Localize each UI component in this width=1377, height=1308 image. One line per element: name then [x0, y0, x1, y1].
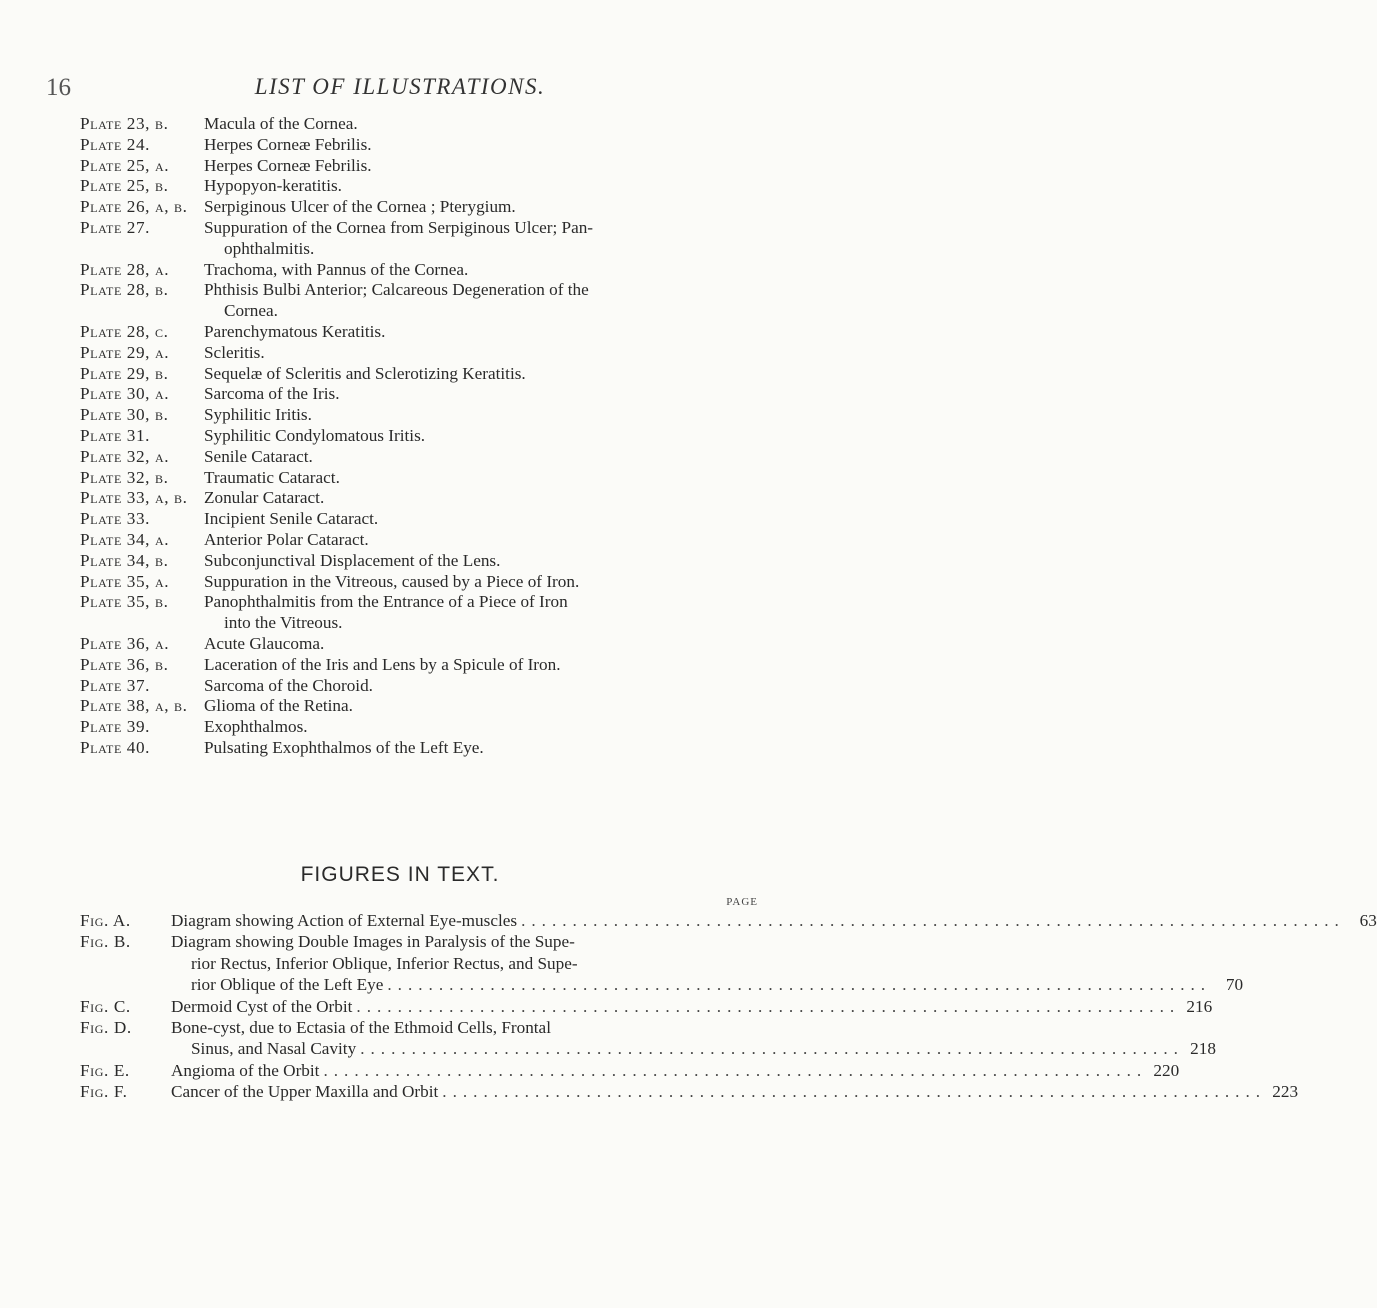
plate-description-line: Syphilitic Condylomatous Iritis. [204, 425, 426, 445]
plate-label: Plate 25, a. [80, 155, 170, 175]
plate-entry [0, 405, 800, 426]
plate-entry [0, 655, 800, 676]
plate-label: Plate 40. [80, 737, 151, 757]
figure-label: Fig. E. [80, 1060, 130, 1080]
plate-description-line: Laceration of the Iris and Lens by a Spicule of Iron. [204, 654, 561, 674]
plate-label: Plate 36, b. [80, 654, 169, 674]
plate-description [204, 655, 764, 676]
plate-description-line: Serpiginous Ulcer of the Cornea ; Pterygium. [204, 197, 516, 217]
plate-description-line: Acute Glaucoma. [204, 633, 325, 653]
plate-label: Plate 32, a. [80, 446, 170, 466]
figure-title-text: rior Rectus, Inferior Oblique, Inferior Rectus, and Supe- [191, 953, 578, 973]
figure-title-line [80, 1038, 1216, 1059]
plate-description-line: ophthalmitis. [224, 238, 315, 258]
plate-label: Plate 29, b. [80, 363, 169, 383]
plate-description [204, 405, 764, 426]
plate-label: Plate 24. [80, 134, 151, 154]
plate-description [204, 197, 764, 218]
figure-entry [80, 1081, 1299, 1102]
figure-first-line [80, 910, 1377, 931]
plate-label: Plate 33, a, b. [80, 488, 188, 508]
plate-description-line: Sarcoma of the Choroid. [204, 675, 373, 695]
figure-label: Fig. C. [80, 996, 131, 1016]
figure-first-line [80, 996, 1213, 1017]
plate-entry [0, 176, 800, 197]
figure-first-line [80, 1017, 764, 1038]
plate-description-line: Panophthalmitis from the Entrance of a Piece of Iron [204, 592, 568, 612]
plate-label: Plate 32, b. [80, 467, 169, 487]
figure-page-number: 218 [1190, 1039, 1216, 1059]
plate-label: Plate 30, a. [80, 384, 170, 404]
plate-entry [0, 509, 800, 530]
plate-description-line: Subconjunctival Displacement of the Lens. [204, 550, 501, 570]
figure-title-line [80, 953, 764, 974]
plate-description [204, 717, 764, 738]
plate-entry [0, 426, 800, 447]
plate-label: Plate 28, b. [80, 280, 169, 300]
plate-description-line: Pulsating Exophthalmos of the Left Eye. [204, 737, 484, 757]
plate-description-line: Traumatic Cataract. [204, 467, 340, 487]
plate-description [204, 322, 764, 343]
plate-entry [0, 447, 800, 468]
plate-label: Plate 25, b. [80, 176, 169, 196]
dot-leader: ................................................................................ [521, 911, 1345, 930]
plate-label: Plate 33. [80, 509, 151, 529]
plate-label: Plate 30, b. [80, 405, 169, 425]
plate-description [204, 135, 764, 156]
plate-description-line: Suppuration in the Vitreous, caused by a Piece of Iron. [204, 571, 580, 591]
dot-leader: ................................................................................ [387, 975, 1212, 995]
plate-label: Plate 35, a. [80, 571, 170, 591]
figure-page-number: 63 [1359, 911, 1377, 930]
figure-title-line: Angioma of the Orbit [171, 1060, 320, 1080]
figures-heading: FIGURES IN TEXT. [300, 863, 500, 886]
figure-title-line: Dermoid Cyst of the Orbit [171, 996, 353, 1016]
plate-entry [0, 717, 800, 738]
plate-label: Plate 29, a. [80, 342, 170, 362]
figure-title-line: Diagram showing Action of External Eye-muscles [171, 911, 518, 930]
plate-entry [0, 634, 800, 655]
figure-entry [80, 1060, 1180, 1081]
figure-first-line [80, 1060, 1180, 1081]
plate-description-line: into the Vitreous. [224, 613, 343, 633]
plate-description [204, 488, 764, 509]
plate-description-line: Anterior Polar Cataract. [204, 529, 369, 549]
figure-page-number: 223 [1272, 1082, 1299, 1102]
plate-entry [0, 218, 800, 260]
plate-description [204, 551, 764, 572]
plate-entry [0, 197, 800, 218]
plate-label: Plate 28, c. [80, 321, 169, 341]
plate-entry [0, 488, 800, 509]
plate-label: Plate 27. [80, 217, 151, 237]
plate-description [204, 384, 764, 405]
plate-label: Plate 31. [80, 425, 151, 445]
plate-description [204, 676, 764, 697]
plate-description [204, 260, 764, 281]
plate-description-line: Senile Cataract. [204, 446, 313, 466]
plate-entry [0, 384, 800, 405]
figure-entry [80, 910, 1377, 931]
plate-description [204, 343, 764, 364]
plate-description [204, 634, 764, 655]
dot-leader: ................................................................................ [360, 1039, 1184, 1059]
plate-entry [0, 343, 800, 364]
plate-description-line: Phthisis Bulbi Anterior; Calcareous Degeneration of the [204, 280, 589, 300]
plate-label: Plate 34, b. [80, 550, 169, 570]
page-number: 16 [46, 74, 71, 101]
plate-entry [0, 260, 800, 281]
plate-description-line: Trachoma, with Pannus of the Cornea. [204, 259, 469, 279]
plate-description [204, 218, 764, 260]
figure-label: Fig. D. [80, 1018, 132, 1038]
figure-page-number: 216 [1186, 996, 1213, 1016]
plates-list [0, 114, 800, 759]
figure-title-text: Sinus, and Nasal Cavity [191, 1039, 357, 1059]
plate-description [204, 592, 764, 634]
plate-description [204, 114, 764, 135]
plate-label: Plate 37. [80, 675, 151, 695]
dot-leader: ................................................................................ [442, 1082, 1267, 1102]
plate-description-line: Herpes Corneæ Febrilis. [204, 155, 372, 175]
plate-label: Plate 23, b. [80, 114, 169, 133]
figure-title-line: Diagram showing Double Images in Paralysis of the Supe- [171, 932, 575, 952]
plate-label: Plate 26, a, b. [80, 197, 188, 217]
figure-title-line: Bone-cyst, due to Ectasia of the Ethmoid Cells, Frontal [171, 1018, 551, 1038]
plate-entry [0, 696, 800, 717]
plate-label: Plate 28, a. [80, 259, 170, 279]
plate-label: Plate 36, a. [80, 633, 170, 653]
plate-entry [0, 322, 800, 343]
plate-entry [0, 530, 800, 551]
plate-entry [0, 572, 800, 593]
figure-label: Fig. F. [80, 1082, 128, 1102]
plate-description-line: Suppuration of the Cornea from Serpiginous Ulcer; Pan- [204, 217, 594, 237]
plate-description-line: Herpes Corneæ Febrilis. [204, 134, 372, 154]
plate-description [204, 738, 764, 759]
plate-label: Plate 38, a, b. [80, 696, 188, 716]
plate-description-line: Parenchymatous Keratitis. [204, 321, 386, 341]
plate-description [204, 426, 764, 447]
plate-entry [0, 676, 800, 697]
figure-label: Fig. B. [80, 932, 131, 952]
plate-label: Plate 34, a. [80, 529, 170, 549]
figures-list [80, 910, 1377, 1103]
plate-description [204, 468, 764, 489]
plate-description-line: Hypopyon-keratitis. [204, 176, 342, 196]
figure-title-text: rior Oblique of the Left Eye [191, 975, 384, 995]
figure-title-line [80, 974, 1244, 995]
plate-description-line: Zonular Cataract. [204, 488, 325, 508]
plate-entry [0, 592, 800, 634]
plate-description [204, 530, 764, 551]
plate-entry [0, 364, 800, 385]
figure-first-line [80, 1081, 1299, 1102]
figure-entry [80, 1017, 1216, 1060]
plate-entry [0, 156, 800, 177]
plate-description-line: Exophthalmos. [204, 717, 308, 737]
plate-description [204, 176, 764, 197]
dot-leader: ................................................................................ [356, 996, 1181, 1016]
plate-entry [0, 280, 800, 322]
plate-description-line: Syphilitic Iritis. [204, 405, 312, 425]
plate-description [204, 696, 764, 717]
figure-page-number: 220 [1153, 1060, 1180, 1080]
plate-entry [0, 135, 800, 156]
page-header [0, 74, 800, 108]
plate-description [204, 509, 764, 530]
figure-entry [80, 996, 1213, 1017]
plate-entry [0, 468, 800, 489]
page-column-label: PAGE [726, 896, 758, 908]
plate-description [204, 156, 764, 177]
figure-first-line [80, 931, 764, 952]
plate-description-line: Sarcoma of the Iris. [204, 384, 340, 404]
running-title: LIST OF ILLUSTRATIONS. [254, 74, 546, 99]
plate-label: Plate 35, b. [80, 592, 169, 612]
figure-page-number: 70 [1225, 975, 1244, 995]
plate-description-line: Incipient Senile Cataract. [204, 509, 379, 529]
plate-entry [0, 551, 800, 572]
figure-label: Fig. A. [80, 911, 131, 930]
plate-description-line: Sequelæ of Scleritis and Sclerotizing Keratitis. [204, 363, 526, 383]
plate-description-line: Scleritis. [204, 342, 265, 362]
plate-entry [0, 114, 800, 135]
plate-description-line: Glioma of the Retina. [204, 696, 353, 716]
plate-description [204, 447, 764, 468]
plate-description-line: Cornea. [224, 301, 278, 321]
dot-leader: ................................................................................ [323, 1060, 1148, 1080]
plate-entry [0, 738, 800, 759]
plate-description [204, 364, 764, 385]
plate-label: Plate 39. [80, 717, 151, 737]
plate-description [204, 572, 764, 593]
plate-description-line: Macula of the Cornea. [204, 114, 358, 133]
plate-description [204, 280, 764, 322]
figure-title-line: Cancer of the Upper Maxilla and Orbit [171, 1082, 439, 1102]
figure-entry [80, 931, 1244, 995]
